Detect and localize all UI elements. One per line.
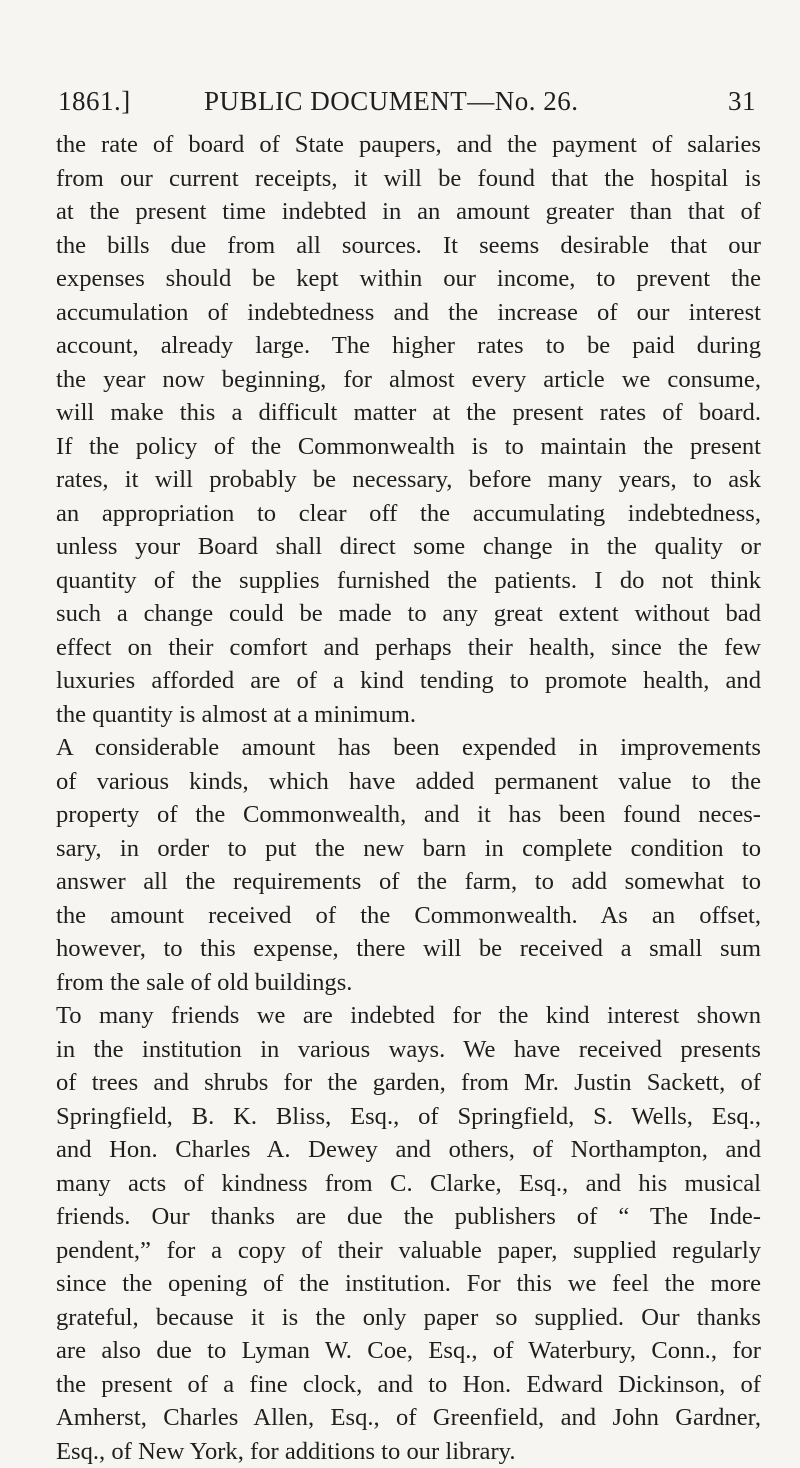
text-line: of trees and shrubs for the garden, from Mr. Justin Sackett, of: [56, 1066, 761, 1100]
body-text: [56, 128, 761, 1468]
text-line: Esq., of New York, for additions to our library.: [56, 1435, 761, 1468]
header-year: 1861.]: [58, 86, 131, 117]
text-line: from our current receipts, it will be found that the hospital is: [56, 162, 761, 196]
text-line: the amount received of the Commonwealth. As an offset,: [56, 899, 761, 933]
text-line: Amherst, Charles Allen, Esq., of Greenfield, and John Gardner,: [56, 1401, 761, 1435]
header-title: PUBLIC DOCUMENT—No. 26.: [204, 86, 579, 117]
text-line: pendent,” for a copy of their valuable paper, supplied regularly: [56, 1234, 761, 1268]
paragraph-acknowledgements: [56, 999, 761, 1468]
text-line: If the policy of the Commonwealth is to maintain the present: [56, 430, 761, 464]
text-line: unless your Board shall direct some change in the quality or: [56, 530, 761, 564]
text-line: the bills due from all sources. It seems desirable that our: [56, 229, 761, 263]
text-line: rates, it will probably be necessary, before many years, to ask: [56, 463, 761, 497]
text-line: friends. Our thanks are due the publishers of “ The Inde-: [56, 1200, 761, 1234]
page-number: 31: [728, 86, 756, 117]
text-line: of various kinds, which have added permanent value to the: [56, 765, 761, 799]
text-line: will make this a difficult matter at the present rates of board.: [56, 396, 761, 430]
text-line: an appropriation to clear off the accumulating indebtedness,: [56, 497, 761, 531]
text-line: sary, in order to put the new barn in complete condition to: [56, 832, 761, 866]
text-line: A considerable amount has been expended in improvements: [56, 731, 761, 765]
paragraph-improvements: [56, 731, 761, 999]
text-line: the present of a fine clock, and to Hon. Edward Dickinson, of: [56, 1368, 761, 1402]
text-line: grateful, because it is the only paper so supplied. Our thanks: [56, 1301, 761, 1335]
text-line: such a change could be made to any great extent without bad: [56, 597, 761, 631]
text-line: the rate of board of State paupers, and the payment of salaries: [56, 128, 761, 162]
paragraph-board-rates: [56, 128, 761, 731]
text-line: since the opening of the institution. For this we feel the more: [56, 1267, 761, 1301]
text-line: luxuries afforded are of a kind tending to promote health, and: [56, 664, 761, 698]
text-line: property of the Commonwealth, and it has been found neces-: [56, 798, 761, 832]
text-line: at the present time indebted in an amount greater than that of: [56, 195, 761, 229]
text-line: answer all the requirements of the farm, to add somewhat to: [56, 865, 761, 899]
text-line: expenses should be kept within our income, to prevent the: [56, 262, 761, 296]
text-line: account, already large. The higher rates to be paid during: [56, 329, 761, 363]
text-line: quantity of the supplies furnished the patients. I do not think: [56, 564, 761, 598]
text-line: from the sale of old buildings.: [56, 966, 761, 1000]
running-header: [58, 86, 756, 126]
text-line: accumulation of indebtedness and the increase of our interest: [56, 296, 761, 330]
text-line: are also due to Lyman W. Coe, Esq., of Waterbury, Conn., for: [56, 1334, 761, 1368]
text-line: Springfield, B. K. Bliss, Esq., of Springfield, S. Wells, Esq.,: [56, 1100, 761, 1134]
text-line: many acts of kindness from C. Clarke, Esq., and his musical: [56, 1167, 761, 1201]
document-page: [56, 0, 761, 1420]
text-line: in the institution in various ways. We have received presents: [56, 1033, 761, 1067]
text-line: To many friends we are indebted for the kind interest shown: [56, 999, 761, 1033]
text-line: and Hon. Charles A. Dewey and others, of Northampton, and: [56, 1133, 761, 1167]
text-line: however, to this expense, there will be received a small sum: [56, 932, 761, 966]
text-line: the quantity is almost at a minimum.: [56, 698, 761, 732]
text-line: effect on their comfort and perhaps their health, since the few: [56, 631, 761, 665]
text-line: the year now beginning, for almost every article we consume,: [56, 363, 761, 397]
